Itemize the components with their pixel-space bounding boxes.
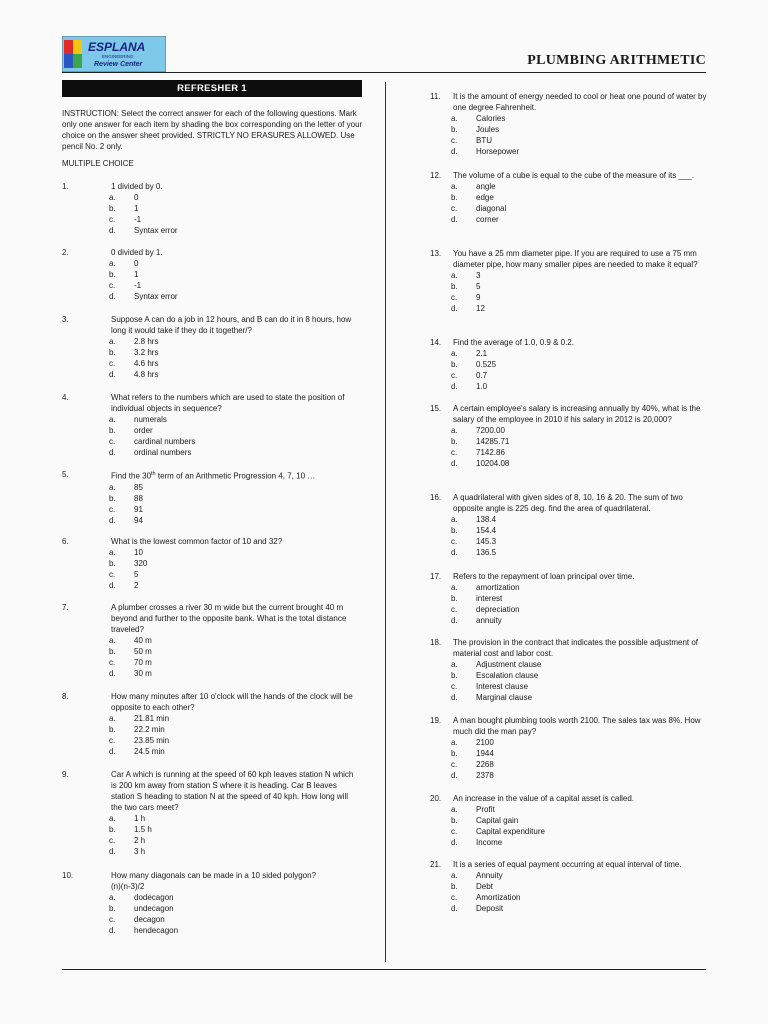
option-d: d. 2	[109, 581, 139, 590]
option-c: c. -1	[109, 281, 142, 290]
option-a: a. 138.4	[451, 515, 497, 524]
question-formula: (n)(n-3)/2	[111, 882, 145, 891]
question-12	[430, 170, 708, 225]
option-c: c. 9	[451, 293, 481, 302]
option-c: c. Interest clause	[451, 682, 529, 691]
options	[88, 635, 360, 679]
question-text: What refers to the numbers which are used to state the position of individual objects in sequence?	[111, 393, 345, 413]
option-c: c. 91	[109, 504, 143, 514]
option-a: a. 2.1	[451, 349, 488, 358]
section-banner: REFRESHER 1	[62, 80, 362, 97]
question-text: Find the average of 1.0, 0.9 & 0.2.	[453, 338, 574, 347]
question-number: 19.	[430, 716, 442, 725]
option-b: b. interest	[451, 594, 503, 603]
option-d: d. 94	[109, 515, 143, 525]
question-number: 18.	[430, 638, 442, 647]
question-16	[430, 492, 708, 558]
option-b: b. Debt	[451, 882, 493, 891]
option-a: a. Annuity	[451, 871, 503, 880]
question-1	[62, 181, 360, 236]
question-21	[430, 859, 708, 914]
options	[430, 113, 708, 157]
question-text: 0 divided by 1.	[111, 248, 163, 257]
logo-tagline: Review Center	[94, 61, 143, 68]
question-5	[62, 469, 360, 526]
question-number: 9.	[62, 770, 69, 779]
option-a: a. 1 h	[109, 814, 146, 823]
option-b: b. 14285.71	[451, 437, 510, 446]
question-17	[430, 571, 708, 626]
question-15	[430, 403, 708, 469]
option-a: a. 3	[451, 271, 481, 280]
option-a: a. 7200.00	[451, 426, 505, 435]
option-a: a. 0	[109, 259, 139, 268]
option-c: c. depreciation	[451, 605, 520, 614]
option-b: b. undecagon	[109, 904, 174, 913]
question-text: The provision in the contract that indicates the possible adjustment of material cost and labor cost.	[453, 638, 699, 658]
option-d: d. Syntax error	[109, 292, 178, 301]
option-c: c. BTU	[451, 136, 492, 145]
option-c: c. 5	[109, 570, 139, 579]
question-text: Suppose A can do a job in 12 hours, and B can do it in 8 hours, how long it would take if they do it together/?	[111, 315, 352, 335]
option-d: d. 10204.08	[451, 459, 510, 468]
question-number: 17.	[430, 572, 442, 581]
question-number: 15.	[430, 404, 442, 413]
option-d: d. 12	[451, 304, 485, 313]
question-text: An increase in the value of a capital asset is called.	[453, 794, 634, 803]
logo-subtitle: ENGINEERING	[102, 54, 134, 59]
question-number: 21.	[430, 860, 442, 869]
instruction-text: INSTRUCTION: Select the correct answer for each of the following questions. Mark only one answer for each item by shading the box corresponding on the letter of your choice on the answer sheet provided. STRICTLY NO ERASURES ALLOWED. Use pencil No. 2 only.	[62, 109, 363, 151]
footer-rule	[62, 969, 706, 970]
option-d: d. annuity	[451, 616, 502, 625]
question-number: 8.	[62, 692, 69, 701]
option-d: d. 1.0	[451, 382, 488, 391]
option-b: b. 22.2 min	[109, 725, 165, 734]
option-d: d. 4.8 hrs	[109, 370, 159, 379]
question-text: The volume of a cube is equal to the cube of the measure of its ___.	[453, 171, 695, 180]
options	[430, 804, 708, 848]
option-a: a. numerals	[109, 415, 167, 424]
question-number: 11.	[430, 92, 441, 101]
option-b: b. 320	[109, 559, 148, 568]
options	[430, 659, 708, 703]
question-number: 13.	[430, 249, 442, 258]
option-d: d. corner	[451, 215, 499, 224]
option-a: a. amortization	[451, 583, 520, 592]
option-b: b. Escalation clause	[451, 671, 539, 680]
option-a: a. Profit	[451, 805, 495, 814]
option-c: c. 0.7	[451, 371, 488, 380]
option-d: d. Horsepower	[451, 147, 520, 156]
option-c: c. 2268	[451, 760, 494, 769]
option-c: c. cardinal numbers	[109, 437, 196, 446]
question-9	[62, 769, 360, 857]
question-14	[430, 337, 708, 392]
question-text: How many minutes after 10 o'clock will the hands of the clock will be opposite to each other?	[111, 692, 353, 712]
question-20	[430, 793, 708, 848]
question-8	[62, 691, 360, 757]
options	[88, 813, 360, 857]
question-text: Refers to the repayment of loan principal over time.	[453, 572, 635, 581]
option-d: d. Marginal clause	[451, 693, 533, 702]
question-text: What is the lowest common factor of 10 and 32?	[111, 537, 283, 546]
option-c: c. 4.6 hrs	[109, 359, 159, 368]
question-number: 1.	[62, 182, 69, 191]
option-d: d. Income	[451, 838, 503, 847]
section-heading: MULTIPLE CHOICE	[62, 159, 134, 168]
question-number: 12.	[430, 171, 442, 180]
question-number: 5.	[62, 470, 69, 479]
option-b: b. 0.525	[451, 360, 497, 369]
question-number: 16.	[430, 493, 442, 502]
option-c: c. Capital expenditure	[451, 827, 545, 836]
question-text: You have a 25 mm diameter pipe. If you are required to use a 75 mm diameter pipe, how many smaller pipes are needed to make it equal?	[453, 249, 698, 269]
question-18	[430, 637, 708, 703]
option-d: d. 24.5 min	[109, 747, 165, 756]
question-2	[62, 247, 360, 302]
options	[88, 258, 360, 302]
option-c: c. Amortization	[451, 893, 521, 902]
question-number: 20.	[430, 794, 442, 803]
option-a: a. 21.81 min	[109, 714, 170, 723]
option-b: b. Capital gain	[451, 816, 519, 825]
options	[88, 414, 360, 458]
option-d: d. Syntax error	[109, 226, 178, 235]
option-b: b. 1	[109, 204, 139, 213]
option-d: d. 136.5	[451, 548, 497, 557]
logo-name: ESPLANA	[88, 40, 146, 54]
question-6	[62, 536, 360, 591]
question-3	[62, 314, 360, 380]
question-text: A plumber crosses a river 30 m wide but the current brought 40 m beyond and further to the opposite bank. What is the total distance traveled?	[111, 603, 347, 634]
question-text: Find the 30th term of an Arithmetic Progression 4, 7, 10 …	[111, 471, 316, 481]
options	[430, 348, 708, 392]
question-7	[62, 602, 360, 679]
option-a: a. 2.8 hrs	[109, 337, 159, 346]
document-title: PLUMBING ARITHMETIC	[527, 53, 706, 68]
option-a: a. 40 m	[109, 636, 152, 645]
option-a: a. Calories	[451, 114, 506, 123]
question-11	[430, 91, 708, 157]
option-b: b. 1	[109, 270, 139, 279]
option-d: d. ordinal numbers	[109, 448, 192, 457]
option-a: a. dodecagon	[109, 893, 174, 902]
question-19	[430, 715, 708, 781]
option-c: c. diagonal	[451, 204, 507, 213]
question-text: A quadrilateral with given sides of 8, 10, 16 & 20. The sum of two opposite angle is 225 deg. find the area of quadrilateral.	[453, 493, 683, 513]
options	[88, 547, 360, 591]
option-d: d. 2378	[451, 771, 494, 780]
option-c: c. 23.85 min	[109, 736, 170, 745]
options	[88, 192, 360, 236]
option-a: a. Adjustment clause	[451, 660, 542, 669]
options	[430, 425, 708, 469]
option-b: b. 154.4	[451, 526, 497, 535]
options	[88, 336, 360, 380]
option-c: c. decagon	[109, 915, 165, 924]
question-number: 3.	[62, 315, 69, 324]
question-4	[62, 392, 360, 458]
option-b: b. order	[109, 426, 153, 435]
option-a: a. 0	[109, 193, 139, 202]
logo	[62, 36, 166, 72]
question-text: A certain employee's salary is increasing annually by 40%, what is the salary of the employee in 2010 if his salary in 2012 is 20,000?	[453, 404, 701, 424]
header-rule	[62, 72, 706, 73]
question-text: 1 divided by 0.	[111, 182, 163, 191]
question-text: It is a series of equal payment occurring at equal interval of time.	[453, 860, 682, 869]
column-divider	[385, 82, 386, 962]
question-text: Car A which is running at the speed of 60 kph leaves station N which is 200 km away from station S where it is heading. Car B leaves station S heading to station N at the speed of 40 kph. How long will the two cars meet?	[111, 770, 354, 812]
options	[430, 582, 708, 626]
question-10	[62, 870, 360, 936]
option-c: c. -1	[109, 215, 142, 224]
question-number: 10.	[62, 871, 74, 880]
question-text: It is the amount of energy needed to cool or heat one pound of water by one degree Fahrenheit.	[453, 92, 707, 112]
option-c: c. 2 h	[109, 836, 146, 845]
option-b: b. 88	[109, 493, 143, 503]
option-c: c. 145.3	[451, 537, 497, 546]
question-13	[430, 248, 708, 314]
option-b: b. 3.2 hrs	[109, 348, 159, 357]
options	[88, 482, 360, 526]
question-number: 14.	[430, 338, 442, 347]
option-a: a. 10	[109, 548, 143, 557]
options	[430, 870, 708, 914]
question-number: 6.	[62, 537, 69, 546]
option-a: a. angle	[451, 182, 496, 191]
question-text: A man bought plumbing tools worth 2100. The sales tax was 8%. How much did the man pay?	[453, 716, 701, 736]
option-b: b. 1.5 h	[109, 825, 152, 834]
option-d: d. 3 h	[109, 847, 146, 856]
option-b: b. 1944	[451, 749, 494, 758]
options	[430, 270, 708, 314]
option-b: b. Joules	[451, 125, 500, 134]
option-d: d. hendecagon	[109, 926, 179, 935]
option-c: c. 7142.86	[451, 448, 505, 457]
options	[430, 737, 708, 781]
options	[88, 892, 360, 936]
option-d: d. Deposit	[451, 904, 504, 913]
options	[88, 713, 360, 757]
option-b: b. 50 m	[109, 647, 152, 656]
options	[430, 181, 708, 225]
option-c: c. 70 m	[109, 658, 152, 667]
question-text: How many diagonals can be made in a 10 sided polygon?	[111, 871, 317, 880]
option-b: b. edge	[451, 193, 494, 202]
options	[430, 514, 708, 558]
option-a: a. 85	[109, 482, 143, 492]
question-number: 4.	[62, 393, 69, 402]
logo-graphic	[62, 36, 166, 72]
question-number: 7.	[62, 603, 69, 612]
option-b: b. 5	[451, 282, 481, 291]
option-d: d. 30 m	[109, 669, 152, 678]
question-number: 2.	[62, 248, 69, 257]
option-a: a. 2100	[451, 738, 494, 747]
